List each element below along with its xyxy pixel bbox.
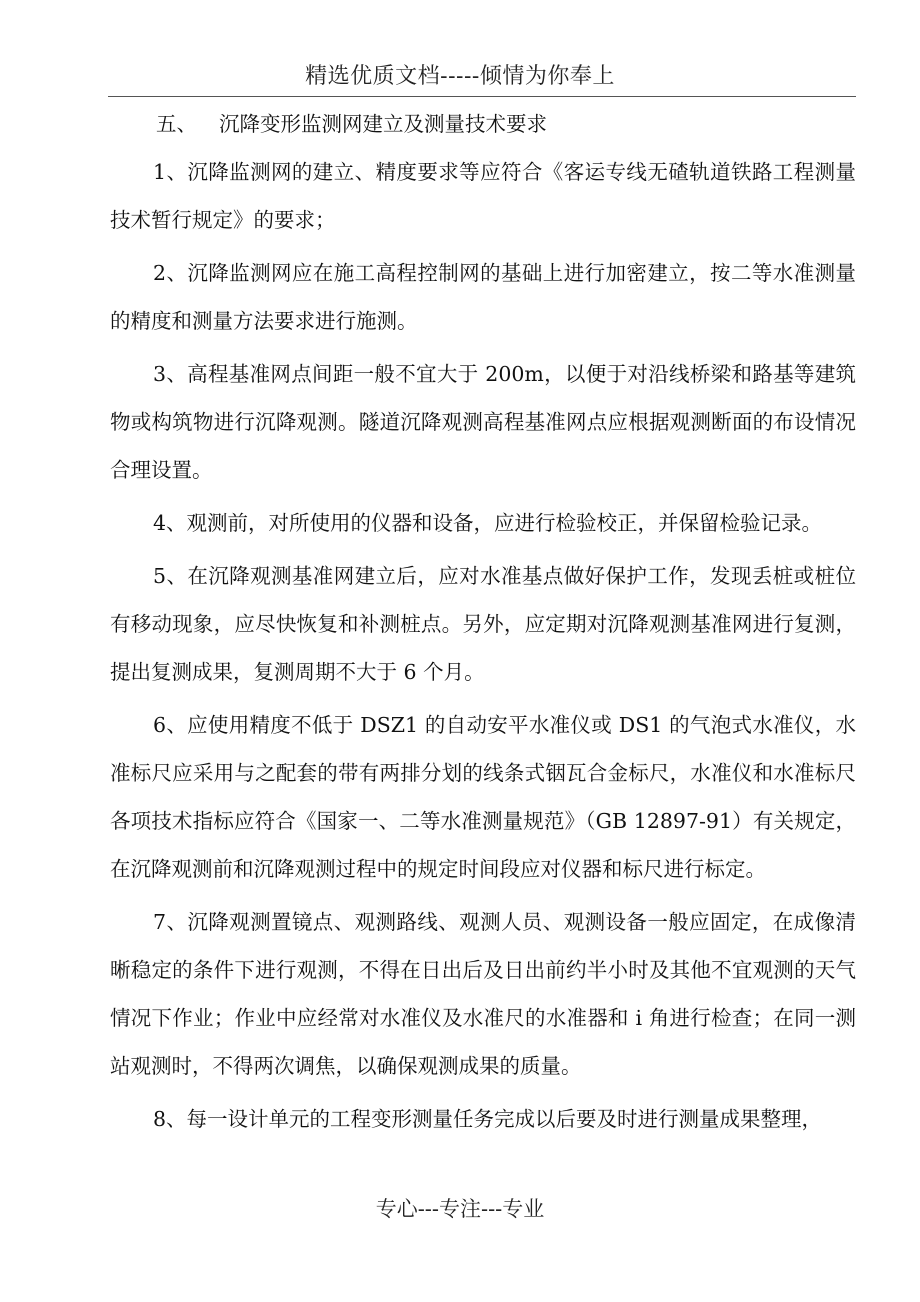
page-header: 精选优质文档-----倾情为你奉上	[305, 64, 615, 89]
section-number: 五、	[156, 112, 197, 136]
document-body	[110, 104, 856, 1143]
paragraph-5: 5、在沉降观测基准网建立后，应对水准基点做好保护工作，发现丢桩或桩位有移动现象，应尽快恢复和补测桩点。另外，应定期对沉降观测基准网进行复测，提出复测成果，复测周期不大于 6 个月。	[110, 564, 856, 684]
section-title: 沉降变形监测网建立及测量技术要求	[219, 112, 547, 136]
header-divider	[108, 96, 856, 97]
paragraph-4: 4、观测前，对所使用的仪器和设备，应进行检验校正，并保留检验记录。	[153, 511, 823, 535]
paragraph-1: 1、沉降监测网的建立、精度要求等应符合《客运专线无碴轨道铁路工程测量技术暂行规定》的要求；	[110, 160, 856, 232]
paragraph-8: 8、每一设计单元的工程变形测量任务完成以后要及时进行测量成果整理，	[153, 1107, 823, 1131]
paragraph-2: 2、沉降监测网应在施工高程控制网的基础上进行加密建立，按二等水准测量的精度和测量方法要求进行施测。	[110, 261, 856, 333]
page-footer: 专心---专注---专业	[375, 1197, 545, 1221]
paragraph-6: 6、应使用精度不低于 DSZ1 的自动安平水准仪或 DS1 的气泡式水准仪，水准标尺应采用与之配套的带有两排分划的线条式铟瓦合金标尺，水准仪和水准标尺各项技术指标应符合《国家一、二等水准测量规范》（GB 12897-91）有关规定，在沉降观测前和沉降观测过程中的规定时间段应对仪器和标尺进行标定。	[110, 713, 856, 881]
section-heading	[156, 104, 856, 144]
paragraph-7: 7、沉降观测置镜点、观测路线、观测人员、观测设备一般应固定，在成像清晰稳定的条件下进行观测，不得在日出后及日出前约半小时及其他不宜观测的天气情况下作业；作业中应经常对水准仪及水准尺的水准器和 i 角进行检查；在同一测站观测时，不得两次调焦，以确保观测成果的质量。	[110, 910, 856, 1078]
paragraph-3: 3、高程基准网点间距一般不宜大于 200m，以便于对沿线桥梁和路基等建筑物或构筑物进行沉降观测。隧道沉降观测高程基准网点应根据观测断面的布设情况合理设置。	[110, 362, 856, 482]
